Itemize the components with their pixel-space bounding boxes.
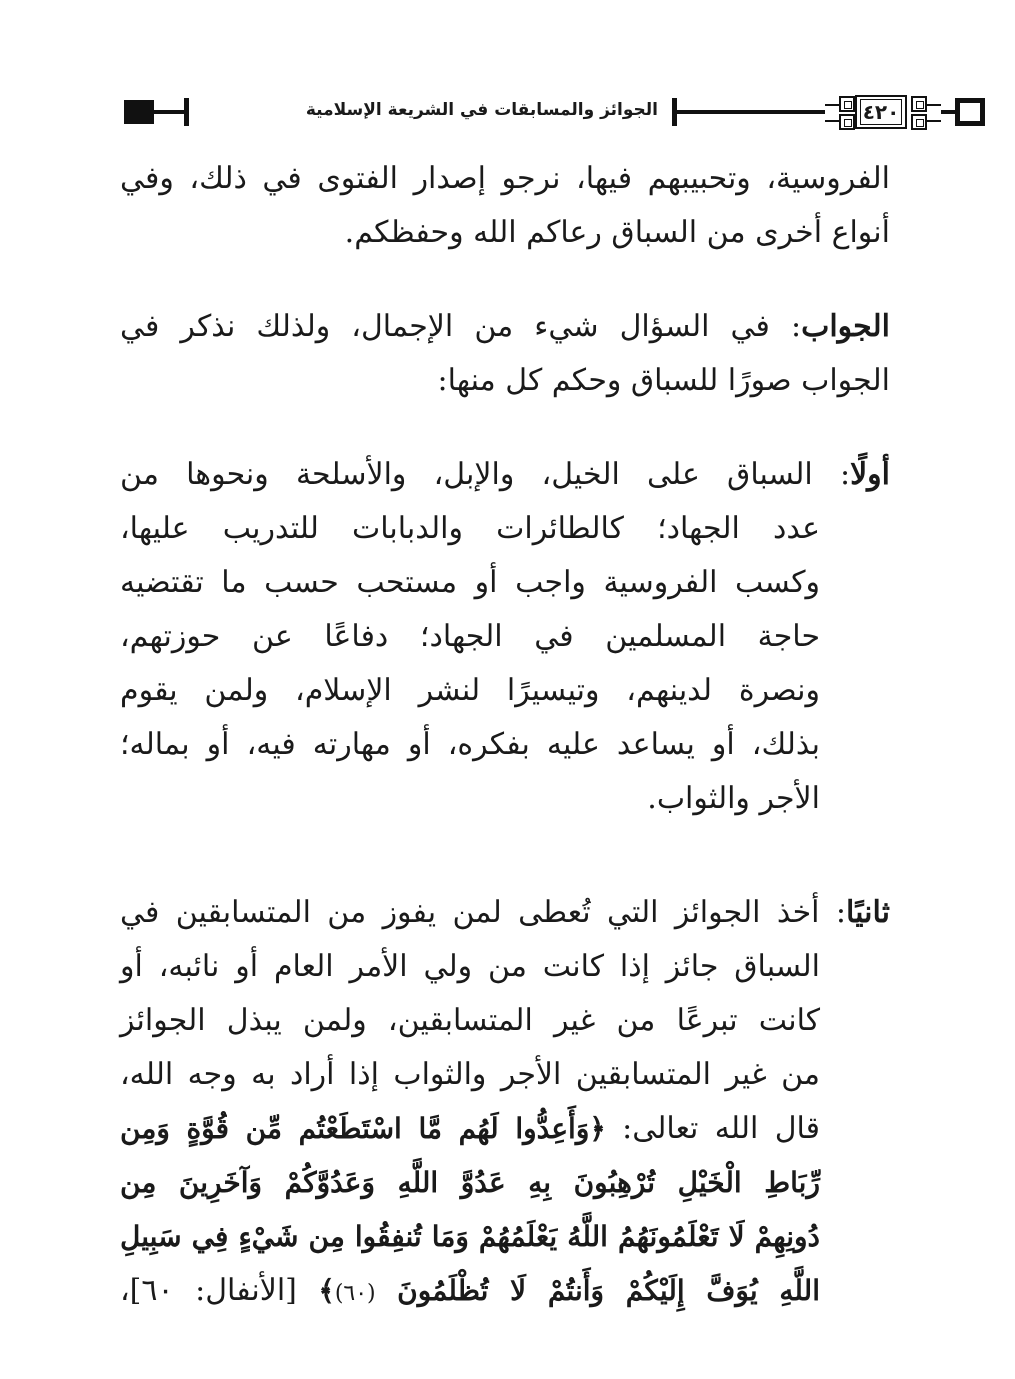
frame-knot <box>911 96 927 112</box>
header-rule-left <box>154 110 184 114</box>
header-rule-right <box>941 110 955 114</box>
point-first-label: أولًا <box>850 457 890 492</box>
question-continuation <box>120 152 890 260</box>
quran-close-bracket: ﴾ <box>318 1274 335 1307</box>
text-line: السباق جائز إذا كانت من ولي الأمر العام أو نائبه، أو <box>120 949 820 984</box>
verse-number-marker: (٦٠) <box>334 1281 376 1306</box>
text-line: الجواب صورًا للسباق وحكم كل منها: <box>437 363 890 398</box>
quran-verse-line: ﴿وَأَعِدُّوا لَهُم مَّا اسْتَطَعْتُم مِّن قُوَّةٍ وَمِن <box>120 1112 606 1145</box>
text-line-content: : أخذ الجوائز التي تُعطى لمن يفوز من المتسابقين في <box>120 895 846 930</box>
quran-intro: قال الله تعالى: <box>605 1111 821 1146</box>
frame-knot <box>911 114 927 130</box>
text-line: حاجة المسلمين في الجهاد؛ دفاعًا عن حوزتهم، <box>120 619 820 654</box>
text-line <box>120 1102 820 1156</box>
header-ornament-right-block <box>955 98 985 126</box>
text-line: عدد الجهاد؛ كالطائرات والدبابات للتدريب عليها، <box>120 511 820 546</box>
answer-label: الجواب <box>801 309 890 344</box>
text-line <box>120 448 890 502</box>
text-line <box>120 886 890 940</box>
quran-verse-line: دُونِهِمْ لَا تَعْلَمُونَهُمُ اللَّهُ يَعْلَمُهُمْ وَمَا تُنفِقُوا مِن شَيْءٍ فِي سَبِيلِ <box>120 1220 820 1253</box>
point-second <box>120 886 890 1321</box>
text-line: كانت تبرعًا من غير المتسابقين، ولمن يبذل الجوائز <box>120 1003 820 1038</box>
header-ornament-left-block <box>124 100 154 124</box>
point-second-label: ثانيًا <box>845 895 890 930</box>
frame-knot <box>839 114 855 130</box>
quran-verse-line: رِّبَاطِ الْخَيْلِ تُرْهِبُونَ بِهِ عَدُوَّ اللَّهِ وَعَدُوَّكُمْ وَآخَرِينَ مِن <box>120 1166 820 1199</box>
quran-verse-line: اللَّهِ يُوَفَّ إِلَيْكُمْ وَأَنتُمْ لَا تُظْلَمُونَ <box>397 1274 820 1307</box>
text-line: ونصرة لدينهم، وتيسيرًا لنشر الإسلام، ولمن يقوم <box>120 673 820 708</box>
frame-knot <box>839 96 855 112</box>
point-first <box>120 448 890 826</box>
text-line: الفروسية، وتحبيبهم فيها، نرجو إصدار الفتوى في ذلك، وفي <box>120 161 890 196</box>
verse-citation: [الأنفال: ٦٠]، <box>120 1273 319 1308</box>
text-line: أنواع أخرى من السباق رعاكم الله وحفظكم. <box>344 215 890 250</box>
header-rule-middle <box>677 110 825 114</box>
frame-line <box>927 120 941 122</box>
text-line: بذلك، أو يساعد عليه بفكره، أو مهارته فيه، أو بماله؛ <box>120 727 820 762</box>
answer-paragraph <box>120 300 890 408</box>
running-header <box>120 92 900 142</box>
text-line-content: : السباق على الخيل، والإبل، والأسلحة ونحوها من <box>120 457 851 492</box>
page-number: ٤٢٠ <box>862 100 900 124</box>
text-line: الأجر والثواب. <box>647 781 820 816</box>
book-title: الجوائز والمسابقات في الشريعة الإسلامية <box>305 100 658 120</box>
text-line: : في السؤال شيء من الإجمال، ولذلك نذكر في <box>120 309 802 344</box>
frame-line <box>927 104 941 106</box>
page-number-frame <box>825 94 941 132</box>
text-line: وكسب الفروسية واجب أو مستحب حسب ما تقتضيه <box>120 565 820 600</box>
text-line: من غير المتسابقين الأجر والثواب إذا أراد به وجه الله، <box>120 1057 820 1092</box>
text-line <box>120 1264 820 1321</box>
header-bar-left <box>184 98 189 126</box>
